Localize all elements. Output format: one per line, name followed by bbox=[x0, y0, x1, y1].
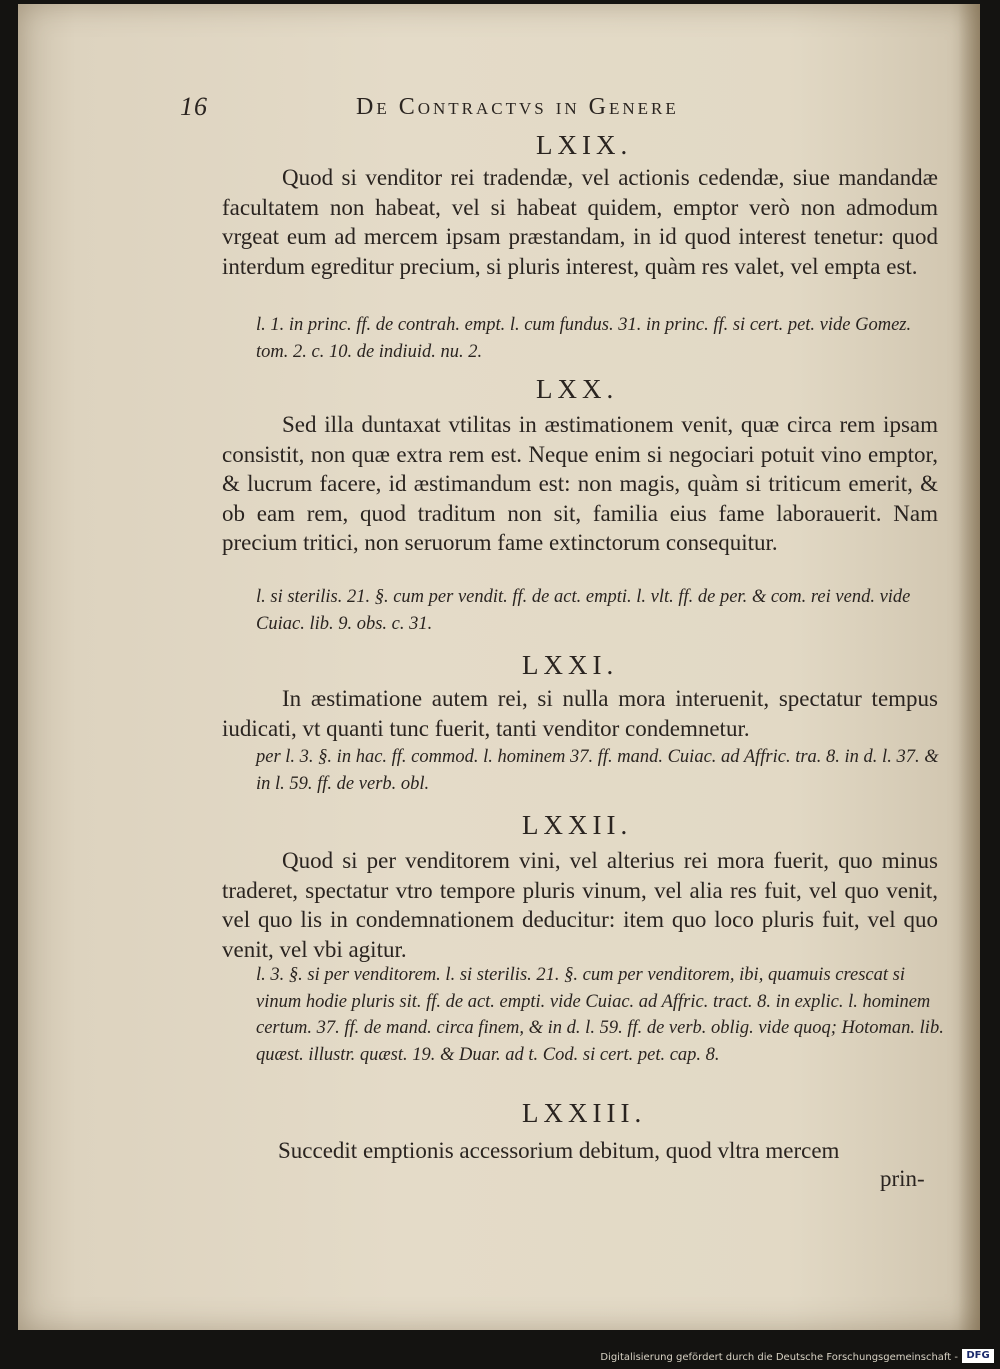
section-citation: l. si sterilis. 21. §. cum per vendit. ff. de act. empti. l. vlt. ff. de per. & com. rei vend. vide Cuiac. lib. 9. obs. c. 31. bbox=[256, 587, 911, 634]
page-gutter-shadow bbox=[958, 4, 980, 1330]
section-text: In æstimatione autem rei, si nulla mora interuenit, spectatur tempus iudicati, vt quanti tunc fuerit, tanti venditor condemnetur. bbox=[222, 686, 938, 741]
running-head bbox=[180, 92, 920, 124]
section-text: Succedit emptionis accessorium debitum, quod vltra mercem bbox=[278, 1138, 840, 1163]
section-number: LXX. bbox=[536, 374, 619, 404]
section-citation: l. 1. in princ. ff. de contrah. empt. l. cum fundus. 31. in princ. ff. si cert. pet. vide Gomez. tom. 2. c. 10. de indiuid. nu. 2. bbox=[256, 315, 912, 362]
dfg-logo: DFG bbox=[962, 1349, 994, 1363]
funding-credit: Digitalisierung gefördert durch die Deutsche Forschungsgemeinschaft - bbox=[600, 1352, 958, 1363]
section-text: Quod si per venditorem vini, vel alterius rei mora fuerit, quo minus traderet, spectatur vtro tempore pluris vinum, vel alia res fuit, vel quo venit, vel quo lis in condemnationem deducitur: item quo loco pluris fuit, vel quo venit, vel vbi agitur. bbox=[222, 848, 938, 962]
catchword: prin- bbox=[880, 1166, 925, 1191]
section-text: Quod si venditor rei tradendæ, vel actionis cedendæ, siue mandandæ facultatem non habeat, vel si habeat quidem, emptor verò non admodum vrgeat eum ad mercem ipsam præstandam, in id quod interest tenetur: quod interdum egreditur precium, si pluris interest, quàm res valet, vel empta est. bbox=[222, 165, 938, 279]
section-citation: l. 3. §. si per venditorem. l. si sterilis. 21. §. cum per venditorem, ibi, quamuis crescat si vinum hodie pluris sit. ff. de act. empti. vide Cuiac. ad Affric. tract. 8. in explic. l. hominem certum. 37. ff. de mand. circa finem, & in d. l. 59. ff. de verb. oblig. vide quoq; Hotoman. lib. quæst. illustr. quæst. 19. & Duar. ad t. Cod. si cert. pet. cap. 8. bbox=[256, 965, 944, 1065]
section-number: LXIX. bbox=[536, 130, 633, 160]
running-title: De Contractvs in Genere bbox=[356, 94, 679, 120]
section-number: LXXI. bbox=[522, 650, 619, 680]
page-number: 16 bbox=[180, 92, 208, 121]
section-text: Sed illa duntaxat vtilitas in æstimationem venit, quæ circa rem ipsam consistit, non quæ extra rem est. Neque enim si negociari potuit vino emptor, & lucrum facere, id æstimandum est: non magis, quàm si triticum emerit, & ob eam rem, quod traditum non sit, familia eius fame laborauerit. Nam precium tritici, non seruorum fame extinctorum consequitur. bbox=[222, 412, 938, 555]
section-number: LXXIII. bbox=[522, 1098, 647, 1128]
section-number: LXXII. bbox=[522, 810, 633, 840]
section-citation: per l. 3. §. in hac. ff. commod. l. hominem 37. ff. mand. Cuiac. ad Affric. tra. 8. in d. l. 37. & in l. 59. ff. de verb. obl. bbox=[256, 747, 939, 794]
